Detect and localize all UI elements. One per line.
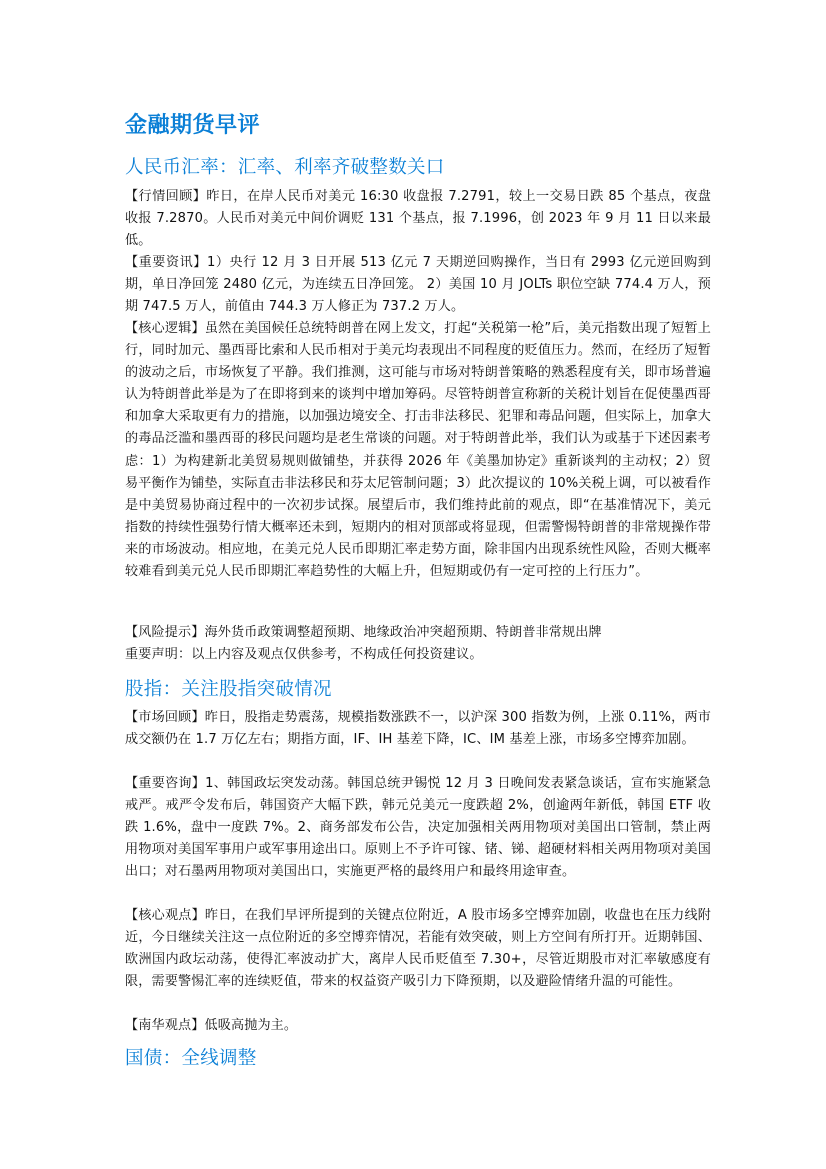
paragraph-text: 昨日，在岸人民币对美元 16:30 收盘报 7.2791，较上一交易日跌 85 个基点，夜盘收报 7.2870。人民币对美元中间价调贬 131 个基点，报 7.1996，创 2023 年 9 月 11 日以来最低。 — [125, 189, 711, 249]
paragraph-text: 低吸高抛为主。 — [204, 1018, 298, 1033]
paragraph-tag: 【核心逻辑】 — [125, 321, 205, 336]
section-heading-stock-index: 股指：关注股指突破情况 — [125, 679, 332, 700]
paragraph-tag: 【核心观点】 — [125, 908, 205, 923]
section-heading-treasury: 国债：全线调整 — [125, 1048, 257, 1069]
paragraph-index-core-view — [125, 905, 711, 993]
paragraph-rmb-market-review — [125, 186, 711, 252]
paragraph-text: 昨日，在我们早评所提到的关键点位附近，A 股市场多空博弈加剧，收盘也在压力线附近，今日继续关注这一点位附近的多空博弈情况，若能有效突破，则上方空间有所打开。近期韩国、欧洲国内政坛动荡，使得汇率波动扩大，离岸人民币贬值至 7.30+，尽管近期股市对汇率敏感度有限，需要警惕汇率的连续贬值，带来的权益资产吸引力下降预期，以及避险情绪升温的可能性。 — [125, 908, 712, 990]
paragraph-index-key-news — [125, 773, 711, 883]
paragraph-tag: 【市场回顾】 — [125, 710, 205, 725]
section-heading-rmb: 人民币汇率：汇率、利率齐破整数关口 — [125, 157, 445, 178]
paragraph-disclaimer — [125, 644, 711, 666]
paragraph-tag: 【行情回顾】 — [125, 189, 207, 204]
paragraph-tag: 【风险提示】 — [125, 625, 205, 640]
paragraph-index-market-review — [125, 707, 711, 751]
paragraph-text: 虽然在美国候任总统特朗普在网上发文，打起“关税第一枪”后，美元指数出现了短暂上行，同时加元、墨西哥比索和人民币相对于美元均表现出不同程度的贬值压力。然而，在经历了短暂的波动之后，市场恢复了平静。我们推测，这可能与市场对特朗普策略的熟悉程度有关，即市场普遍认为特朗普此举是为了在即将到来的谈判中增加筹码。尽管特朗普宣称新的关税计划旨在促使墨西哥和加拿大采取更有力的措施，以加强边境安全、打击非法移民、犯罪和毒品问题，但实际上，加拿大的毒品泛滥和墨西哥的移民问题均是老生常谈的问题。对于特朗普此举，我们认为或基于下述因素考虑：1）为构建新北美贸易规则做铺垫，并获得 2026 年《美墨加协定》重新谈判的主动权；2）贸易平衡作为铺垫，实际直击非法移民和芬太尼管制问题；3）此次提议的 10%关税上调，可以被看作是中美贸易协商过程中的一次初步试探。展望后市，我们维持此前的观点，即“在基准情况下，美元指数的持续性强势行情大概率还未到，短期内的相对顶部或将显现，但需警惕特朗普的非常规操作带来的市场波动。相应地，在美元兑人民币即期汇率走势方面，除非国内出现系统性风险，否则大概率较难看到美元兑人民币即期汇率趋势性的大幅上升，但短期或仍有一定可控的上行压力”。 — [125, 321, 711, 580]
paragraph-rmb-core-logic — [125, 318, 711, 583]
paragraph-text: 1）央行 12 月 3 日开展 513 亿元 7 天期逆回购操作，当日有 2993 亿元逆回购到期，单日净回笼 2480 亿元，为连续五日净回笼。 2）美国 10 月 JOLTs 职位空缺 774.4 万人，预期 747.5 万人，前值由 744.3 万人修正为 737.2 万人。 — [125, 255, 711, 315]
paragraph-text: 昨日，股指走势震荡，规模指数涨跌不一，以沪深 300 指数为例，上涨 0.11%，两市成交额仍在 1.7 万亿左右；期指方面，IF、IH 基差下降，IC、IM 基差上涨，市场多空博弈加剧。 — [125, 710, 711, 748]
paragraph-tag: 【南华观点】 — [125, 1018, 205, 1033]
paragraph-tag: 【重要资讯】 — [125, 255, 207, 270]
paragraph-rmb-risk-warning — [125, 622, 711, 644]
paragraph-tag: 【重要咨询】 — [125, 776, 206, 791]
page-title: 金融期货早评 — [125, 113, 261, 138]
paragraph-index-nanhua-view — [125, 1015, 711, 1037]
paragraph-text: 海外货币政策调整超预期、地缘政治冲突超预期、特朗普非常规出牌 — [204, 625, 602, 640]
paragraph-text: 1、韩国政坛突发动荡。韩国总统尹锡悦 12 月 3 日晚间发表紧急谈话，宣布实施紧急戒严。戒严令发布后，韩国资产大幅下跌，韩元兑美元一度跌超 2%，创逾两年新低，韩国 ETF 收跌 1.6%，盘中一度跌 7%。2、商务部发布公告，决定加强相关两用物项对美国出口管制，禁止两用物项对美国军事用户或军事用途出口。原则上不予许可镓、锗、锑、超硬材料相关两用物项对美国出口；对石墨两用物项对美国出口，实施更严格的最终用户和最终用途审查。 — [125, 776, 711, 880]
paragraph-text: 重要声明：以上内容及观点仅供参考，不构成任何投资建议。 — [125, 647, 483, 662]
paragraph-rmb-key-news — [125, 252, 711, 318]
